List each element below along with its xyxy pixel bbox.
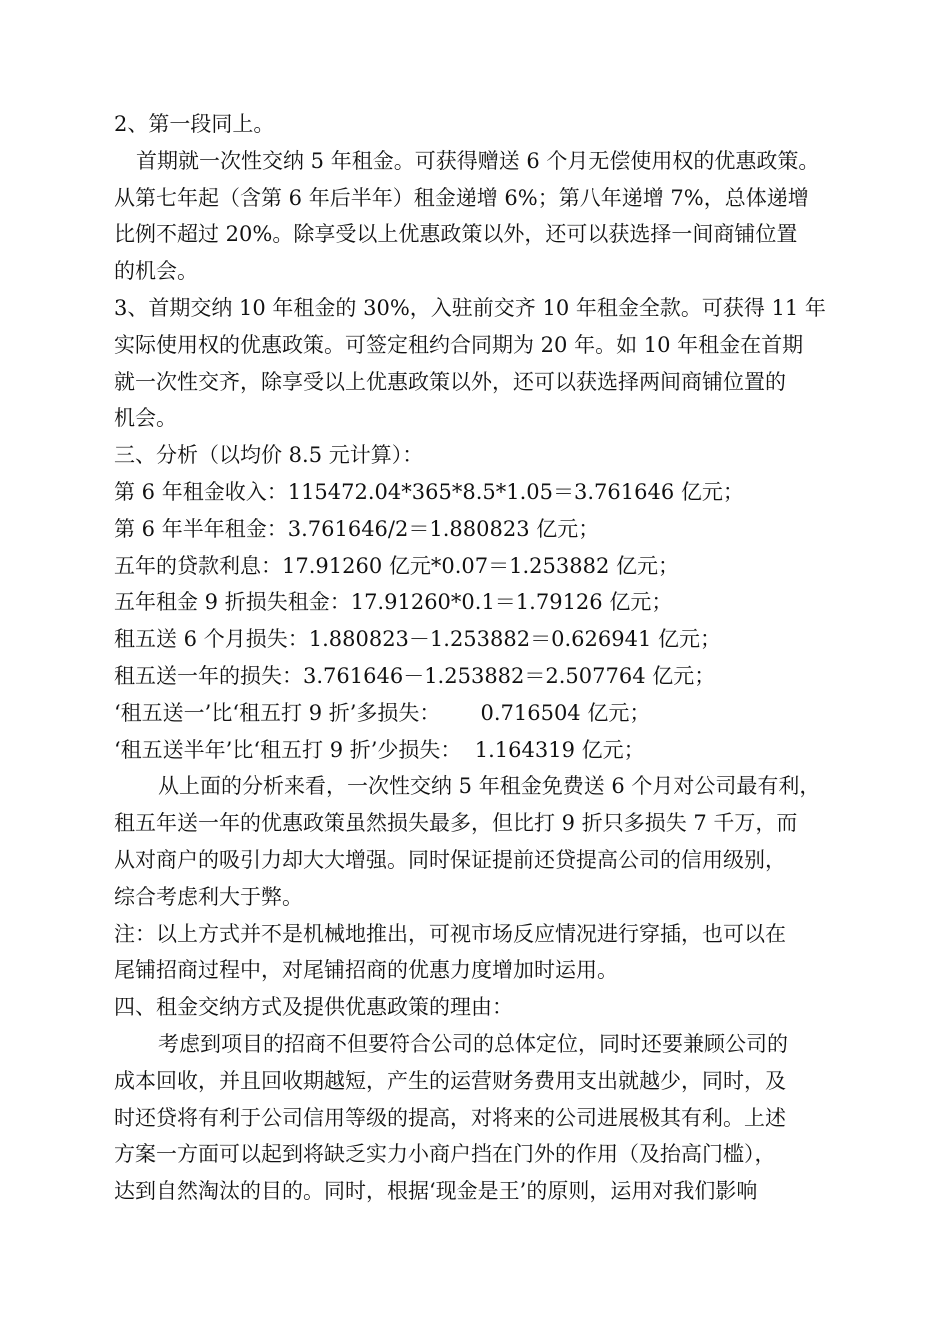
text-line: 从第七年起（含第 6 年后半年）租金递增 6%；第八年递增 7%，总体递增 bbox=[114, 185, 809, 210]
section-heading: 三、分析（以均价 8.5 元计算）： bbox=[114, 443, 424, 468]
text-line: 从对商户的吸引力却大大增强。同时保证提前还贷提高公司的信用级别， bbox=[114, 847, 786, 872]
text-line: ‘租五送半年’比‘租五打 9 折’少损失： 1.164319 亿元； bbox=[114, 737, 645, 762]
note-line: 尾铺招商过程中，对尾铺招商的优惠力度增加时运用。 bbox=[114, 958, 618, 983]
text-line: 时还贷将有利于公司信用等级的提高，对将来的公司进展极其有利。上述 bbox=[114, 1105, 786, 1130]
text-line: 租五送 6 个月损失：1.880823－1.253882＝0.626941 亿元； bbox=[114, 627, 721, 652]
text-line: 达到自然淘汰的目的。同时，根据‘现金是王’的原则，运用对我们影响 bbox=[114, 1179, 758, 1204]
text-line: 3、首期交纳 10 年租金的 30%，入驻前交齐 10 年租金全款。可获得 11 年 bbox=[114, 295, 826, 320]
section-heading: 四、租金交纳方式及提供优惠政策的理由： bbox=[114, 995, 513, 1020]
text-line: 从上面的分析来看，一次性交纳 5 年租金免费送 6 个月对公司最有利， bbox=[158, 774, 821, 799]
note-line: 注：以上方式并不是机械地推出，可视市场反应情况进行穿插，也可以在 bbox=[114, 921, 786, 946]
text-line: 五年的贷款利息：17.91260 亿元*0.07＝1.253882 亿元； bbox=[114, 553, 680, 578]
text-line: 的机会。 bbox=[114, 259, 198, 284]
text-line: 第 6 年租金收入：115472.04*365*8.5*1.05＝3.761646 亿元； bbox=[114, 479, 744, 504]
text-line: ‘租五送一’比‘租五打 9 折’多损失： 0.716504 亿元； bbox=[114, 700, 651, 725]
text-line: 租五年送一年的优惠政策虽然损失最多，但比打 9 折只多损失 7 千万，而 bbox=[114, 811, 798, 836]
text-line: 综合考虑利大于弊。 bbox=[114, 884, 303, 909]
text-line: 2、第一段同上。 bbox=[114, 112, 275, 136]
text-line: 比例不超过 20%。除享受以上优惠政策以外，还可以获选择一间商铺位置 bbox=[114, 222, 798, 247]
text-line: 实际使用权的优惠政策。可签定租约合同期为 20 年。如 10 年租金在首期 bbox=[114, 332, 804, 357]
text-line: 成本回收，并且回收期越短，产生的运营财务费用支出就越少，同时，及 bbox=[114, 1068, 786, 1093]
text-line: 租五送一年的损失：3.761646－1.253882＝2.507764 亿元； bbox=[114, 663, 716, 688]
text-line: 机会。 bbox=[114, 406, 177, 431]
document-body bbox=[114, 106, 844, 1210]
text-line: 考虑到项目的招商不但要符合公司的总体定位，同时还要兼顾公司的 bbox=[158, 1031, 788, 1056]
text-line: 第 6 年半年租金：3.761646/2＝1.880823 亿元； bbox=[114, 516, 600, 541]
text-line: 五年租金 9 折损失租金：17.91260*0.1＝1.79126 亿元； bbox=[114, 590, 673, 615]
text-line: 就一次性交齐，除享受以上优惠政策以外，还可以获选择两间商铺位置的 bbox=[114, 369, 786, 394]
text-line: 方案一方面可以起到将缺乏实力小商户挡在门外的作用（及抬高门槛）， bbox=[114, 1142, 776, 1167]
text-line: 首期就一次性交纳 5 年租金。可获得赠送 6 个月无偿使用权的优惠政策。 bbox=[136, 148, 820, 173]
